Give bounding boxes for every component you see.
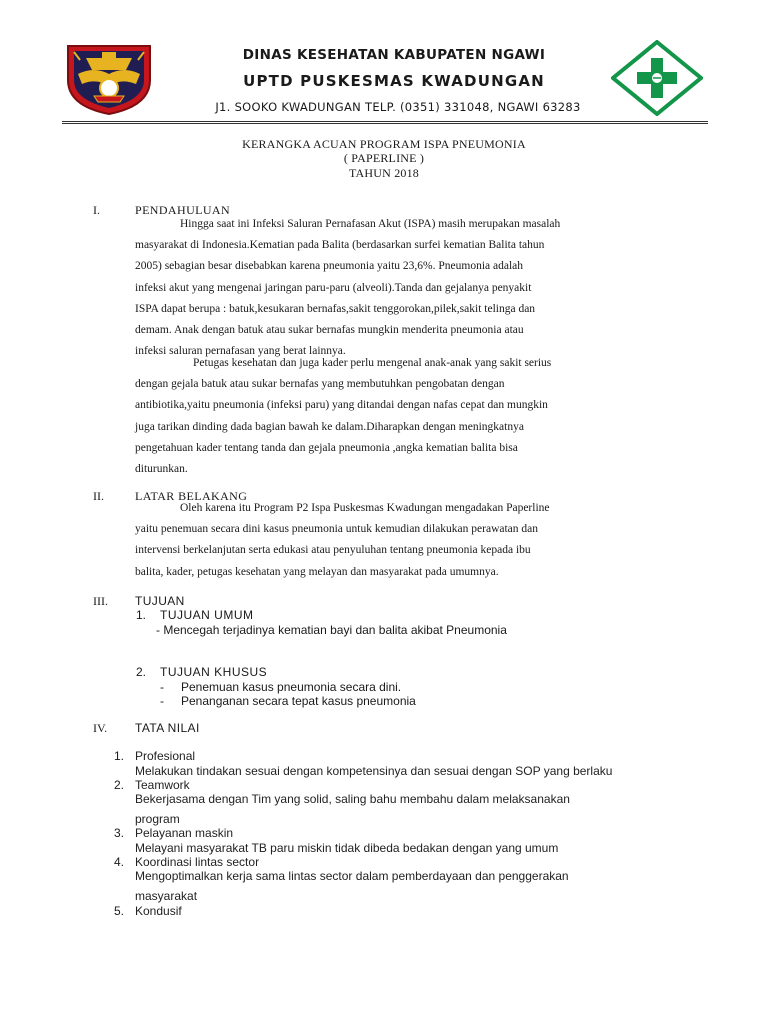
subsection-title: TUJUAN UMUM	[160, 608, 254, 622]
tata-nilai-title: Teamwork	[135, 778, 190, 792]
tata-nilai-number: 1.	[114, 749, 125, 763]
letterhead-rule-2	[62, 123, 708, 124]
letterhead-agency: DINAS KESEHATAN KABUPATEN NGAWI	[242, 47, 546, 63]
tata-nilai-desc: Bekerjasama dengan Tim yang solid, saling bahu membahu dalam melaksanakan	[135, 792, 570, 806]
paragraph-line: juga tarikan dinding dada bagian bawah ke dalam.Diharapkan dengan meningkatnya	[135, 420, 524, 433]
letterhead-name: UPTD PUSKESMAS KWADUNGAN	[243, 72, 545, 90]
tata-nilai-desc: masyarakat	[135, 889, 198, 903]
tata-nilai-title: Profesional	[135, 749, 196, 763]
paragraph-line: 2005) sebagian besar disebabkan karena pneumonia yaitu 23,6%. Pneumonia adalah	[135, 260, 524, 273]
doc-title: KERANGKA ACUAN PROGRAM ISPA PNEUMONIA	[242, 137, 526, 151]
paragraph-line: balita, kader, petugas kesehatan yang melayan dan masyarakat pada umumnya.	[135, 565, 499, 578]
tujuan-umum-item: - Mencegah terjadinya kematian bayi dan balita akibat Pneumonia	[156, 623, 507, 637]
paragraph-line: infeksi saluran pernafasan yang berat lainnya.	[135, 345, 346, 358]
tata-nilai-title: Pelayanan maskin	[135, 826, 234, 840]
section-number: I.	[93, 203, 100, 217]
subsection-number: 1.	[136, 608, 147, 622]
letterhead-rule	[62, 121, 708, 122]
tujuan-khusus-item: Penemuan kasus pneumonia secara dini.	[181, 680, 402, 694]
paragraph-pendahuluan-1	[135, 214, 677, 362]
list-bullet: -	[160, 694, 164, 708]
paragraph-line: ISPA dapat berupa : batuk,kesukaran bernafas,sakit tenggorokan,pilek,sakit telinga dan	[135, 302, 536, 315]
tata-nilai-title: Koordinasi lintas sector	[135, 855, 260, 869]
paragraph-line: diturunkan.	[135, 463, 188, 476]
doc-subtitle: ( PAPERLINE )	[343, 151, 425, 165]
tata-nilai-desc: Melayani masyarakat TB paru miskin tidak dibeda bedakan dengan yang umum	[135, 841, 559, 855]
tata-nilai-desc: Melakukan tindakan sesuai dengan kompetensinya dan sesuai dengan SOP yang berlaku	[135, 764, 613, 778]
tata-nilai-number: 5.	[114, 904, 125, 918]
paragraph-line: antibiotika,yaitu pneumonia (infeksi paru) yang ditandai dengan nafas cepat dan mungkin	[135, 399, 548, 412]
tata-nilai-title: Kondusif	[135, 904, 182, 918]
tujuan-khusus-item: Penanganan secara tepat kasus pneumonia	[181, 694, 416, 708]
doc-year: TAHUN 2018	[348, 166, 420, 180]
subsection-title: TUJUAN KHUSUS	[160, 665, 268, 679]
letterhead-address: J1. SOOKO KWADUNGAN TELP. (0351) 331048, NGAWI 63283	[215, 100, 581, 114]
paragraph-line: masyarakat di Indonesia.Kematian pada Balita (berdasarkan surfei kematian Balita tahun	[135, 239, 545, 252]
section-number: IV.	[93, 721, 108, 735]
paragraph-line: Hingga saat ini Infeksi Saluran Pernafasan Akut (ISPA) masih merupakan masalah	[180, 218, 561, 230]
paragraph-line: demam. Anak dengan batuk atau sukar bernafas mungkin menderita pneumonia atau	[135, 324, 524, 337]
section-title: TUJUAN	[135, 594, 185, 608]
paragraph-line: infeksi akut yang mengenai jaringan paru-paru (alveoli).Tanda dan gejalanya penyakit	[135, 281, 532, 294]
subsection-number: 2.	[136, 665, 147, 679]
tata-nilai-number: 4.	[114, 855, 125, 869]
section-number: II.	[93, 489, 104, 503]
paragraph-line: Petugas kesehatan dan juga kader perlu mengenal anak-anak yang sakit serius	[193, 357, 552, 369]
tata-nilai-number: 2.	[114, 778, 125, 792]
section-number: III.	[93, 594, 108, 608]
section-title: TATA NILAI	[135, 721, 200, 735]
paragraph-line: dengan gejala batuk atau sukar bernafas yang membutuhkan pengobatan dengan	[135, 378, 505, 391]
paragraph-line: intervensi berkelanjutan serta edukasi atau penyuluhan tentang pneumonia kepada ibu	[135, 544, 531, 557]
tata-nilai-desc: Mengoptimalkan kerja sama lintas sector dalam pemberdayaan dan penggerakan	[135, 869, 569, 883]
paragraph-line: pengetahuan kader tentang tanda dan gejala pneumonia ,angka kematian balita bisa	[135, 441, 518, 454]
section-title: PENDAHULUAN	[135, 203, 231, 217]
paragraph-line: yaitu penemuan secara dini kasus pneumonia untuk kemudian dilakukan perawatan dan	[135, 523, 539, 536]
section-title: LATAR BELAKANG	[135, 489, 248, 503]
tata-nilai-desc: program	[135, 812, 180, 826]
paragraph-latar-belakang	[135, 498, 677, 583]
paragraph-pendahuluan-2	[135, 353, 677, 480]
paragraph-line: Oleh karena itu Program P2 Ispa Puskesmas Kwadungan mengadakan Paperline	[180, 502, 550, 514]
list-bullet: -	[160, 680, 164, 694]
tata-nilai-number: 3.	[114, 826, 125, 840]
